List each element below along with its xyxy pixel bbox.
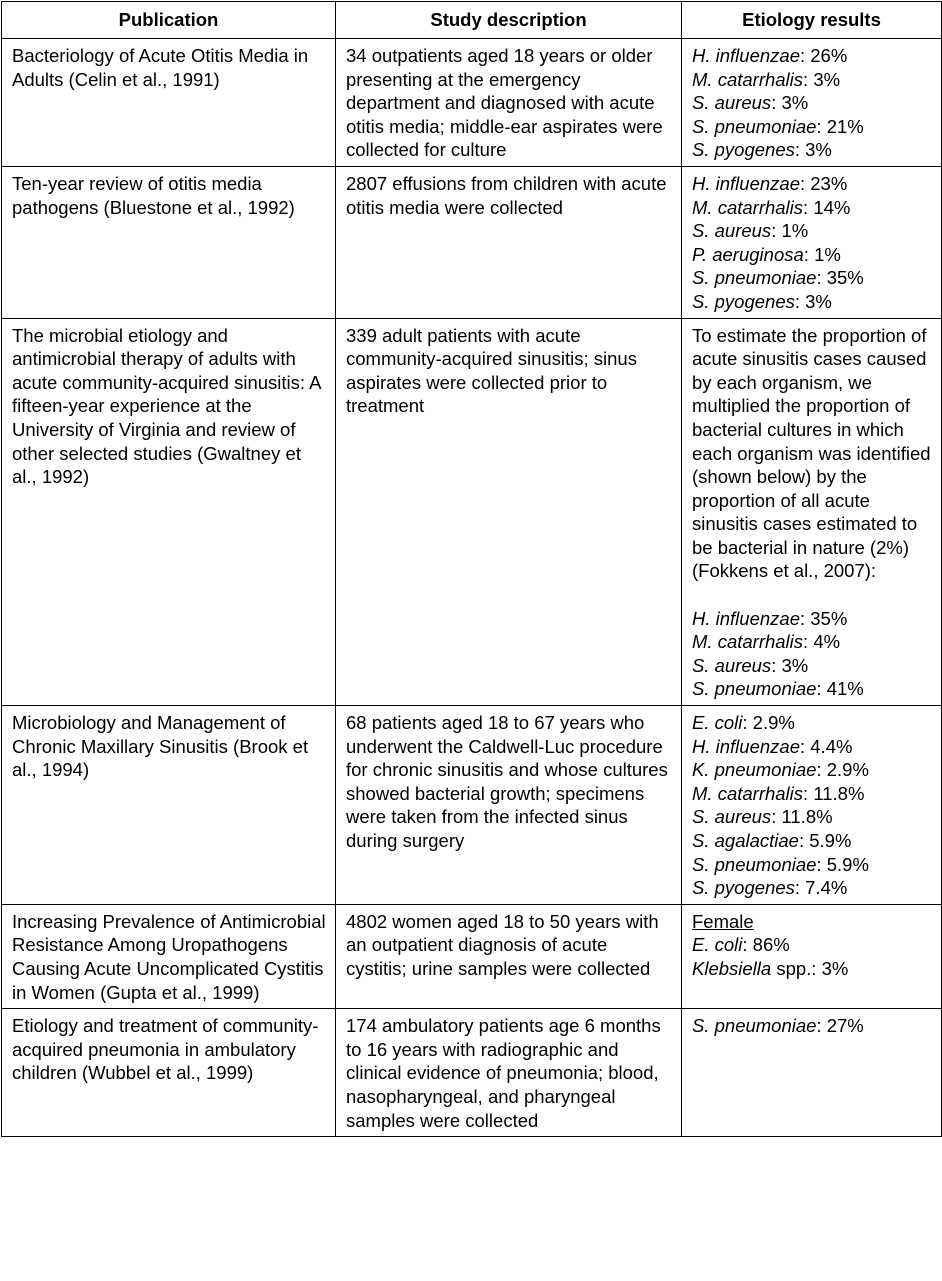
table-body xyxy=(2,39,942,1137)
description-cell: 4802 women aged 18 to 50 years with an outpatient diagnosis of acute cystitis; urine samples were collected xyxy=(336,904,682,1008)
result-item: S. pneumoniae: 35% xyxy=(692,267,864,289)
result-item: S. aureus: 3% xyxy=(692,92,809,114)
results-cell xyxy=(682,39,942,167)
result-item: H. influenzae: 23% xyxy=(692,172,848,194)
result-item: S. aureus: 1% xyxy=(692,220,809,242)
header-row xyxy=(2,2,942,39)
table-row xyxy=(2,39,942,167)
results-note: To estimate the proportion of acute sinusitis cases caused by each organism, we multiplied the proportion of bacterial cultures in which each organism was identified (shown below) by the proportion of all acute sinusitis cases estimated to be bacterial in nature (2%) (Fokkens et al., 2007): xyxy=(692,324,931,582)
result-item: M. catarrhalis: 14% xyxy=(692,196,851,218)
result-item: S. agalactiae: 5.9% xyxy=(692,830,852,851)
publication-cell: Etiology and treatment of community-acquired pneumonia in ambulatory children (Wubbel et al., 1999) xyxy=(2,1009,336,1137)
result-item: M. catarrhalis: 11.8% xyxy=(692,782,865,804)
table-row xyxy=(2,904,942,1008)
result-item: S. pneumoniae: 41% xyxy=(692,678,864,700)
result-item: H. influenzae: 26% xyxy=(692,45,848,66)
publication-cell: Microbiology and Management of Chronic Maxillary Sinusitis (Brook et al., 1994) xyxy=(2,706,336,905)
result-item: S. pyogenes: 7.4% xyxy=(692,877,848,899)
results-cell xyxy=(682,706,942,905)
table-row xyxy=(2,166,942,318)
description-cell: 2807 effusions from children with acute otitis media were collected xyxy=(336,166,682,318)
results-heading: Female xyxy=(692,910,754,932)
result-item: S. pneumoniae: 27% xyxy=(692,1015,864,1037)
description-cell: 339 adult patients with acute community-acquired sinusitis; sinus aspirates were collected prior to treatment xyxy=(336,318,682,706)
result-item: S. pneumoniae: 21% xyxy=(692,115,864,137)
publication-cell: Increasing Prevalence of Antimicrobial Resistance Among Uropathogens Causing Acute Uncomplicated Cystitis in Women (Gupta et al., 1999) xyxy=(2,904,336,1008)
results-cell xyxy=(682,904,942,1008)
result-item: S. pyogenes: 3% xyxy=(692,139,832,161)
result-item: M. catarrhalis: 4% xyxy=(692,631,841,653)
publication-cell: Bacteriology of Acute Otitis Media in Adults (Celin et al., 1991) xyxy=(2,39,336,167)
description-cell: 174 ambulatory patients age 6 months to 16 years with radiographic and clinical evidence of pneumonia; blood, nasopharyngeal, and pharyngeal samples were collected xyxy=(336,1009,682,1137)
header-etiology-results: Etiology results xyxy=(682,2,942,39)
result-item: E. coli: 86% xyxy=(692,934,790,956)
table-row xyxy=(2,706,942,905)
result-item: E. coli: 2.9% xyxy=(692,712,795,734)
publication-cell: Ten-year review of otitis media pathogens (Bluestone et al., 1992) xyxy=(2,166,336,318)
table-row xyxy=(2,318,942,706)
result-item: K. pneumoniae: 2.9% xyxy=(692,759,869,781)
results-cell xyxy=(682,318,942,706)
result-item: H. influenzae: 35% xyxy=(692,607,848,629)
result-item: P. aeruginosa: 1% xyxy=(692,243,841,265)
result-item: S. aureus: 3% xyxy=(692,654,809,676)
table-row xyxy=(2,1009,942,1137)
etiology-table xyxy=(1,1,942,1137)
result-item: S. pyogenes: 3% xyxy=(692,290,832,312)
result-item: Klebsiella spp.: 3% xyxy=(692,957,849,979)
result-item: S. pneumoniae: 5.9% xyxy=(692,853,869,875)
result-item: M. catarrhalis: 3% xyxy=(692,68,841,90)
header-study-description: Study description xyxy=(336,2,682,39)
description-cell: 34 outpatients aged 18 years or older presenting at the emergency department and diagnosed with acute otitis media; middle-ear aspirates were collected for culture xyxy=(336,39,682,167)
header-publication: Publication xyxy=(2,2,336,39)
publication-cell: The microbial etiology and antimicrobial therapy of adults with acute community-acquired sinusitis: A fifteen-year experience at the University of Virginia and review of other selected studies (Gwaltney et al., 1992) xyxy=(2,318,336,706)
description-cell: 68 patients aged 18 to 67 years who underwent the Caldwell-Luc procedure for chronic sinusitis and whose cultures showed bacterial growth; specimens were taken from the infected sinus during surgery xyxy=(336,706,682,905)
results-cell xyxy=(682,166,942,318)
result-item: S. aureus: 11.8% xyxy=(692,806,833,828)
result-item: H. influenzae: 4.4% xyxy=(692,735,853,757)
results-cell xyxy=(682,1009,942,1137)
